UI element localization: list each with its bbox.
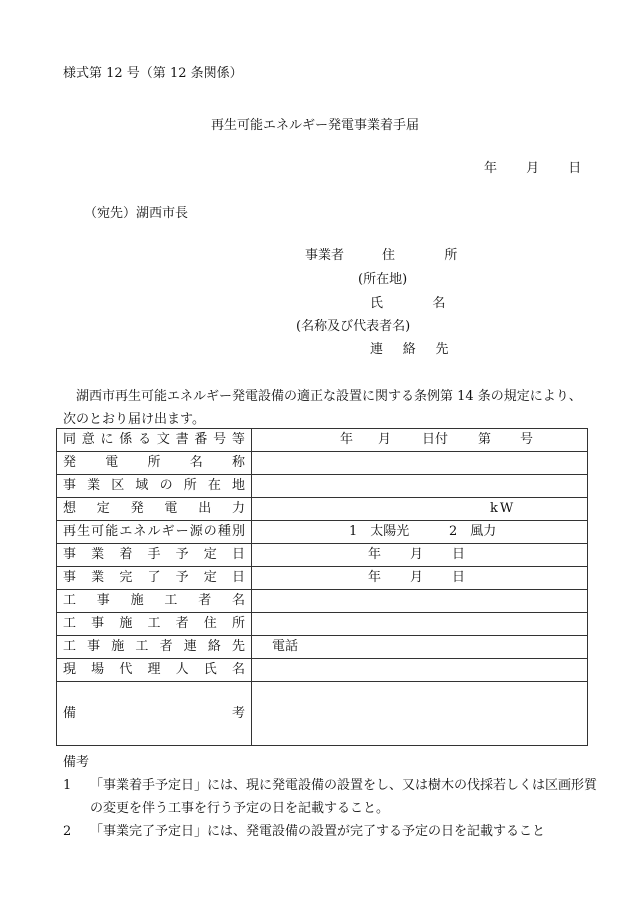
submission-date xyxy=(484,161,581,178)
label-char: 手 xyxy=(147,547,161,562)
notes-heading: 備考 xyxy=(63,755,90,770)
doc-number-suffix: 号 xyxy=(520,432,534,447)
cell-document-number[interactable] xyxy=(252,429,588,452)
table-row xyxy=(57,682,588,746)
label-char: 名 xyxy=(189,455,203,470)
label-char: 氏 xyxy=(203,662,217,677)
date-day-label: 日 xyxy=(568,161,582,176)
label-char: 書 xyxy=(175,432,189,447)
applicant-address-sub: (所在地) xyxy=(358,272,408,287)
applicant-role-label: 事業者 xyxy=(305,248,345,263)
label-chars xyxy=(63,567,245,589)
label-char: 事 xyxy=(63,547,77,562)
label-char: 係 xyxy=(119,432,133,447)
label-chars xyxy=(63,590,245,612)
label-char: に xyxy=(100,432,114,447)
label-char: 事 xyxy=(96,593,110,608)
label-char: 連 xyxy=(183,639,197,654)
label-char: 施 xyxy=(111,639,125,654)
label-char: 電 xyxy=(105,455,119,470)
label-chars xyxy=(63,659,245,681)
label-char: ギ xyxy=(161,524,175,539)
label-char: 者 xyxy=(198,593,212,608)
label-char: 絡 xyxy=(207,639,221,654)
label-char: 発 xyxy=(130,501,144,516)
label-char: 工 xyxy=(63,639,77,654)
row-label-project-location xyxy=(57,475,252,498)
label-char: 文 xyxy=(156,432,170,447)
label-char: ー xyxy=(175,524,189,539)
note-item xyxy=(63,820,603,843)
label-char: 者 xyxy=(175,616,189,631)
label-char: 事 xyxy=(63,478,77,493)
start-year-label: 年 xyxy=(368,547,382,562)
row-label-contractor-contact xyxy=(57,636,252,659)
label-char: エ xyxy=(119,524,133,539)
label-char: 者 xyxy=(159,639,173,654)
label-char: 住 xyxy=(203,616,217,631)
table-row xyxy=(57,613,588,636)
cell-start-date[interactable] xyxy=(252,544,588,567)
table-row xyxy=(57,544,588,567)
applicant-name-sub: (名称及び代表者名) xyxy=(296,319,411,334)
doc-month-label: 月 xyxy=(378,432,392,447)
label-char: 在 xyxy=(207,478,221,493)
label-char: 源 xyxy=(189,524,203,539)
document-title: 再生可能エネルギー発電事業着手届 xyxy=(210,118,419,133)
label-char: 備 xyxy=(63,705,77,721)
label-char: 着 xyxy=(119,547,133,562)
table-row xyxy=(57,475,588,498)
label-char: 番 xyxy=(194,432,208,447)
label-chars xyxy=(63,452,245,474)
applicant-name-label: 氏 名 xyxy=(370,296,464,311)
table-row xyxy=(57,521,588,544)
label-char: 名 xyxy=(231,662,245,677)
label-char: 域 xyxy=(135,478,149,493)
label-char: 出 xyxy=(198,501,212,516)
phone-label: 電話 xyxy=(272,639,299,654)
cell-contractor-contact[interactable] xyxy=(252,636,588,659)
date-year-label: 年 xyxy=(484,161,498,176)
label-char: 別 xyxy=(231,524,245,539)
addressee: （宛先）湖西市長 xyxy=(84,206,189,221)
intro-paragraph: 湖西市再生可能エネルギー発電設備の適正な設置に関する条例第 14 条の規定により、次のとおり届け出ます。 xyxy=(63,389,582,427)
label-chars xyxy=(63,613,245,635)
label-char: 現 xyxy=(63,662,77,677)
row-label-output xyxy=(57,498,252,521)
row-label-site-agent xyxy=(57,659,252,682)
note-number: 2 xyxy=(63,824,72,839)
cell-energy-type[interactable] xyxy=(252,521,588,544)
label-char: 定 xyxy=(203,570,217,585)
note-text: 「事業完了予定日」には、発電設備の設置が完了する予定の日を記載すること xyxy=(90,824,546,839)
label-char: 業 xyxy=(91,570,105,585)
table-row xyxy=(57,567,588,590)
cell-contractor-name[interactable] xyxy=(252,590,588,613)
label-char: 日 xyxy=(231,547,245,562)
label-char: 工 xyxy=(147,616,161,631)
end-month-label: 月 xyxy=(410,570,424,585)
table-row xyxy=(57,429,588,452)
label-char: 生 xyxy=(77,524,91,539)
row-label-plant-name xyxy=(57,452,252,475)
end-day-label: 日 xyxy=(452,570,466,585)
label-char: 所 xyxy=(183,478,197,493)
label-char: 予 xyxy=(175,547,189,562)
label-char: 定 xyxy=(96,501,110,516)
label-char: 先 xyxy=(231,639,245,654)
table-row xyxy=(57,498,588,521)
table-row xyxy=(57,636,588,659)
date-month-label: 月 xyxy=(526,161,540,176)
notification-table xyxy=(56,428,588,746)
table-row xyxy=(57,590,588,613)
doc-day-label: 日付 xyxy=(422,432,449,447)
label-char: 事 xyxy=(87,639,101,654)
cell-end-date[interactable] xyxy=(252,567,588,590)
row-label-end-date xyxy=(57,567,252,590)
row-label-remarks xyxy=(57,682,252,746)
label-chars xyxy=(63,636,245,658)
label-chars xyxy=(63,521,245,543)
label-char: 想 xyxy=(63,501,77,516)
label-chars xyxy=(63,498,245,520)
label-char: 能 xyxy=(105,524,119,539)
label-chars xyxy=(63,544,245,566)
label-char: 区 xyxy=(111,478,125,493)
label-char: 予 xyxy=(175,570,189,585)
label-char: 可 xyxy=(91,524,105,539)
output-unit: kW xyxy=(490,501,516,516)
cell-output[interactable] xyxy=(252,498,588,521)
label-char: る xyxy=(138,432,152,447)
form-number: 様式第 12 号（第 12 条関係） xyxy=(63,66,243,81)
label-char: 意 xyxy=(81,432,95,447)
cell-contractor-address[interactable] xyxy=(252,613,588,636)
label-char: の xyxy=(159,478,173,493)
label-char: 種 xyxy=(217,524,231,539)
label-char: 再 xyxy=(63,524,77,539)
row-label-contractor-address xyxy=(57,613,252,636)
label-char: 日 xyxy=(231,570,245,585)
label-char: 施 xyxy=(130,593,144,608)
row-label-contractor-name xyxy=(57,590,252,613)
doc-number-prefix: 第 xyxy=(478,432,492,447)
label-char: 力 xyxy=(231,501,245,516)
label-char: 発 xyxy=(63,455,77,470)
label-char: 理 xyxy=(147,662,161,677)
label-char: 場 xyxy=(91,662,105,677)
row-label-start-date xyxy=(57,544,252,567)
table-row xyxy=(57,659,588,682)
label-chars xyxy=(63,475,245,497)
applicant-contact-label: 連 絡 先 xyxy=(370,342,457,357)
label-char: 号 xyxy=(213,432,227,447)
cell-plant-name[interactable] xyxy=(252,452,588,475)
label-char: 業 xyxy=(87,478,101,493)
label-char: 定 xyxy=(203,547,217,562)
label-char: 工 xyxy=(135,639,149,654)
label-char: 施 xyxy=(119,616,133,631)
label-char: の xyxy=(203,524,217,539)
applicant-address-label: 住 所 xyxy=(382,248,476,263)
row-label-document-number xyxy=(57,429,252,452)
label-char: 地 xyxy=(231,478,245,493)
label-char: 考 xyxy=(231,705,245,721)
note-text: 「事業着手予定日」には、現に発電設備の設置をし、又は樹木の伐採若しくは区画形質の変更を伴う工事を行う予定の日を記載すること。 xyxy=(90,778,598,816)
label-char: 名 xyxy=(231,593,245,608)
label-char: 工 xyxy=(63,616,77,631)
label-chars xyxy=(63,703,245,725)
row-label-energy-type xyxy=(57,521,252,544)
label-char: 事 xyxy=(63,570,77,585)
label-char: ル xyxy=(147,524,161,539)
energy-option-solar[interactable]: 1 太陽光 xyxy=(349,524,410,539)
label-char: 了 xyxy=(147,570,161,585)
cell-project-location[interactable] xyxy=(252,475,588,498)
label-char: 代 xyxy=(119,662,133,677)
cell-remarks[interactable] xyxy=(252,682,588,746)
note-item xyxy=(63,774,603,820)
label-char: 電 xyxy=(164,501,178,516)
label-char: 事 xyxy=(91,616,105,631)
label-char: 所 xyxy=(231,616,245,631)
cell-site-agent[interactable] xyxy=(252,659,588,682)
label-char: 等 xyxy=(231,432,245,447)
label-char: 称 xyxy=(231,455,245,470)
label-char: 工 xyxy=(63,593,77,608)
label-char: 所 xyxy=(147,455,161,470)
label-char: ネ xyxy=(133,524,147,539)
energy-option-wind[interactable]: 2 風力 xyxy=(449,524,497,539)
label-char: 完 xyxy=(119,570,133,585)
table-row xyxy=(57,452,588,475)
label-char: 人 xyxy=(175,662,189,677)
start-day-label: 日 xyxy=(452,547,466,562)
notes-section xyxy=(63,751,603,843)
end-year-label: 年 xyxy=(368,570,382,585)
label-char: 業 xyxy=(91,547,105,562)
label-char: 同 xyxy=(63,432,77,447)
doc-year-label: 年 xyxy=(340,432,354,447)
label-chars xyxy=(63,429,245,451)
start-month-label: 月 xyxy=(410,547,424,562)
note-number: 1 xyxy=(63,778,72,793)
label-char: 工 xyxy=(164,593,178,608)
